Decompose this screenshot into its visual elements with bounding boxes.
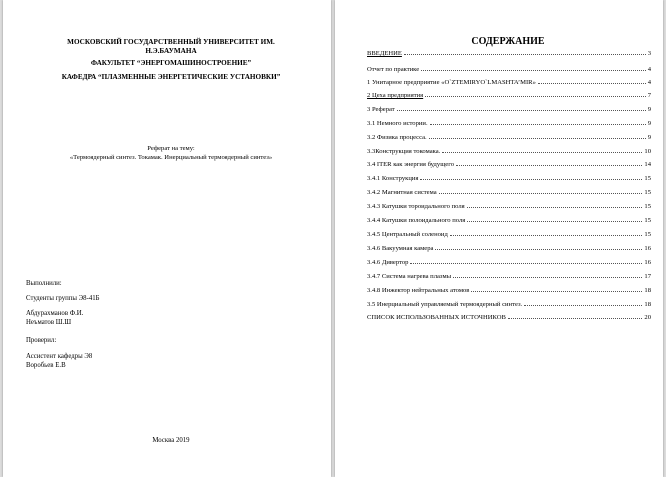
student-name-1: Абдурахманов Ф.И. xyxy=(26,310,84,317)
toc-entry[interactable] xyxy=(367,106,651,114)
toc-entry[interactable] xyxy=(367,79,651,87)
toc-leader-dots xyxy=(450,235,643,236)
toc-entry[interactable] xyxy=(367,92,651,100)
university-line-1: МОСКОВСКИЙ ГОСУДАРСТВЕННЫЙ УНИВЕРСИТЕТ ИМ. xyxy=(67,38,275,46)
university-line-2: Н.Э.БАУМАНА xyxy=(145,47,197,55)
toc-entry[interactable] xyxy=(367,161,651,169)
toc-entry-label: 3.4.6 Вакуумная камера xyxy=(367,245,434,252)
toc-entry-label: 1 Унитарное предприятие «O`ZTEMIRYO`LMASHTA’MIR» xyxy=(367,79,536,86)
department-name: КАФЕДРА “ПЛАЗМЕННЫЕ ЭНЕРГЕТИЧЕСКИЕ УСТАНОВКИ” xyxy=(61,73,281,81)
toc-entry-label: 3.1 Немного истории. xyxy=(367,120,428,127)
toc-entry-label: 3.4.4 Катушки полоидального поля xyxy=(367,217,466,224)
report-heading xyxy=(31,144,311,162)
toc-entry-page: 16 xyxy=(644,259,651,266)
title-page xyxy=(3,0,331,477)
toc-entry-page: 9 xyxy=(647,134,651,141)
toc-entry-label: 3.4.7 Система нагрева плазмы xyxy=(367,273,452,280)
toc-entry[interactable] xyxy=(367,314,651,322)
toc-entry[interactable] xyxy=(367,245,651,253)
toc-entry-page: 15 xyxy=(644,189,651,196)
toc-entry[interactable] xyxy=(367,203,651,211)
toc-entry[interactable] xyxy=(367,273,651,281)
university-name xyxy=(41,38,301,56)
toc-entry-page: 15 xyxy=(644,203,651,210)
toc-entry-page: 18 xyxy=(644,287,651,294)
toc-entry-label: СПИСОК ИСПОЛЬЗОВАННЫХ ИСТОЧНИКОВ xyxy=(367,314,506,321)
report-topic: «Термоядерный синтез. Токамак. Инерциальный термоядерный синтез» xyxy=(69,154,273,161)
toc-leader-dots xyxy=(467,221,642,222)
toc-entry-page: 20 xyxy=(644,314,651,321)
contents-page xyxy=(335,0,663,477)
toc-entry[interactable] xyxy=(367,134,651,142)
toc-leader-dots xyxy=(508,318,643,319)
toc-entry-page: 9 xyxy=(647,106,651,113)
toc-entry-label: 3.4.8 Инжектор нейтральных атомов xyxy=(367,287,470,294)
toc-entry[interactable] xyxy=(367,175,651,183)
city-year: Москва 2019 xyxy=(152,437,190,444)
toc-entry-label: 3.3Конструкция токомака. xyxy=(367,148,441,155)
toc-entry-label: 3.2 Физика процесса. xyxy=(367,134,427,141)
toc-entry-label: 3.4.6 Дивертор xyxy=(367,259,409,266)
toc-leader-dots xyxy=(453,277,642,278)
toc-entry-page: 14 xyxy=(644,161,651,168)
toc-entry[interactable] xyxy=(367,148,651,156)
toc-leader-dots xyxy=(421,70,646,71)
students-group: Студенты группы Э8-41Б xyxy=(26,295,100,302)
toc-entry[interactable] xyxy=(367,287,651,295)
toc-entry-page: 16 xyxy=(644,245,651,252)
toc-entry-label: 3.4.2 Магнитная система xyxy=(367,189,437,196)
report-label: Реферат на тему: xyxy=(147,145,195,152)
toc-entry[interactable] xyxy=(367,120,651,128)
checker-role: Ассистент кафедры Э8 xyxy=(26,353,93,360)
toc-leader-dots xyxy=(442,152,642,153)
toc-entry[interactable] xyxy=(367,50,651,58)
toc-leader-dots xyxy=(435,249,642,250)
toc-leader-dots xyxy=(429,138,646,139)
toc-entry-label: ВВЕДЕНИЕ xyxy=(367,50,402,57)
toc-entry[interactable] xyxy=(367,217,651,225)
toc-entry-page: 18 xyxy=(644,301,651,308)
toc-entry-page: 17 xyxy=(644,273,651,280)
faculty-name: ФАКУЛЬТЕТ “ЭНЕРГОМАШИНОСТРОЕНИЕ” xyxy=(90,59,252,67)
toc-entry-label: 3.4.5 Центральный соленоид xyxy=(367,231,448,238)
checker-name: Воробьев Е.В xyxy=(26,362,66,369)
toc-entry-label: 3 Реферат xyxy=(367,106,395,113)
toc-leader-dots xyxy=(538,83,646,84)
toc-entry-page: 15 xyxy=(644,231,651,238)
toc-entry[interactable] xyxy=(367,259,651,267)
toc-entry-page: 3 xyxy=(647,50,651,57)
toc-entry-page: 7 xyxy=(647,92,651,99)
toc-leader-dots xyxy=(439,193,643,194)
toc-entry-label: 3.4.3 Катушки тороидального поля xyxy=(367,203,465,210)
toc-leader-dots xyxy=(471,291,642,292)
checked-label: Проверил: xyxy=(26,337,57,344)
toc-leader-dots xyxy=(467,207,643,208)
toc-entry[interactable] xyxy=(367,231,651,239)
toc-leader-dots xyxy=(425,96,646,97)
toc-entry-page: 10 xyxy=(644,148,651,155)
toc-entry[interactable] xyxy=(367,66,651,74)
toc-leader-dots xyxy=(420,179,642,180)
toc-leader-dots xyxy=(404,54,646,55)
toc-entry-label: 3.5 Инерциальный управляемый термоядерный синтез. xyxy=(367,301,523,308)
student-name-2: Неъматов Ш.Ш xyxy=(26,319,72,326)
toc-entry-page: 9 xyxy=(647,120,651,127)
toc-entry[interactable] xyxy=(367,301,651,309)
toc-entry-label: 3.4 ITER как энергия будущего xyxy=(367,161,455,168)
toc-entry-page: 4 xyxy=(647,66,651,73)
toc-entry-page: 15 xyxy=(644,175,651,182)
toc-leader-dots xyxy=(397,110,646,111)
toc-leader-dots xyxy=(456,165,642,166)
toc-leader-dots xyxy=(524,305,642,306)
toc-entry[interactable] xyxy=(367,189,651,197)
toc-entry-page: 15 xyxy=(644,217,651,224)
done-label: Выполнили: xyxy=(26,280,62,287)
toc-leader-dots xyxy=(410,263,642,264)
toc-leader-dots xyxy=(430,124,646,125)
toc-entry-page: 4 xyxy=(647,79,651,86)
toc-title: СОДЕРЖАНИЕ xyxy=(471,36,545,47)
toc-entry-label: Отчет по практике xyxy=(367,66,420,73)
toc-entry-label: 3.4.1 Конструкция xyxy=(367,175,419,182)
toc-entry-label: 2 Цеха предприятия xyxy=(367,92,424,99)
